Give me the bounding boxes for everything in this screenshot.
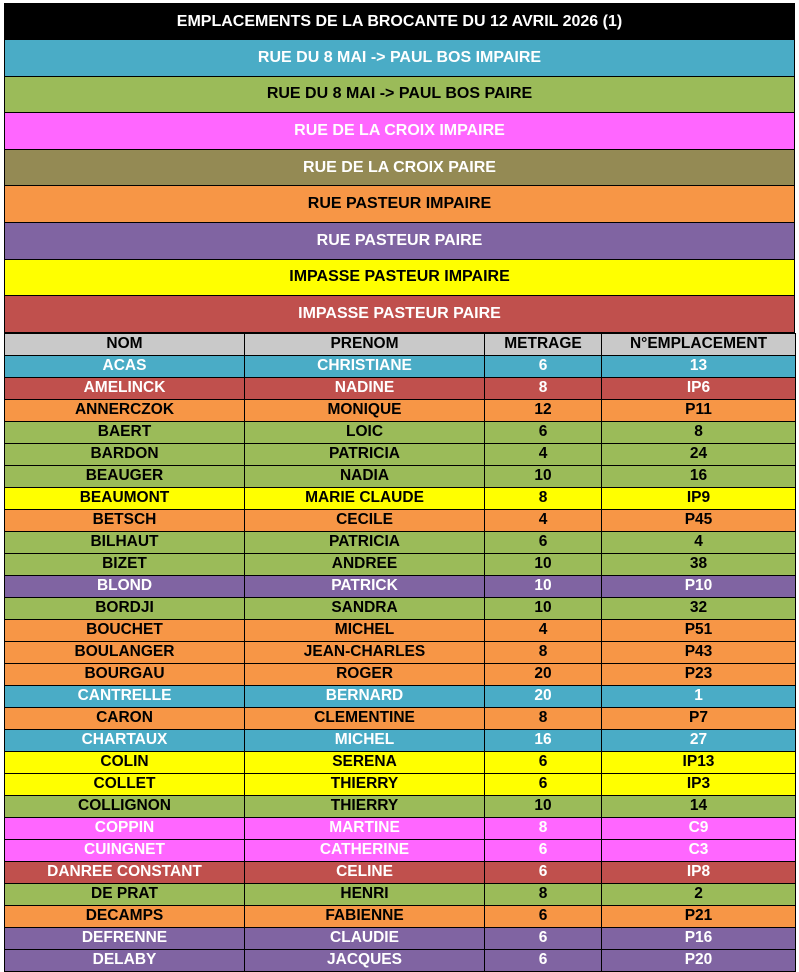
cell-prenom: PATRICIA: [245, 531, 485, 553]
cell-nom: DECAMPS: [5, 905, 245, 927]
cell-metrage: 6: [485, 751, 602, 773]
table-row: [5, 487, 796, 509]
cell-metrage: 8: [485, 377, 602, 399]
cell-nom: BOURGAU: [5, 663, 245, 685]
cell-prenom: LOIC: [245, 421, 485, 443]
color-legend: [4, 40, 795, 333]
table-row: [5, 421, 796, 443]
legend-orange: RUE PASTEUR IMPAIRE: [4, 186, 795, 223]
cell-metrage: 10: [485, 553, 602, 575]
table-row: [5, 685, 796, 707]
cell-prenom: HENRI: [245, 883, 485, 905]
table-row: [5, 883, 796, 905]
table-row: [5, 531, 796, 553]
cell-emplacement: P51: [602, 619, 796, 641]
brocante-sheet: [4, 3, 795, 972]
cell-nom: BOULANGER: [5, 641, 245, 663]
legend-green: RUE DU 8 MAI -> PAUL BOS PAIRE: [4, 77, 795, 114]
cell-nom: ACAS: [5, 355, 245, 377]
cell-prenom: JEAN-CHARLES: [245, 641, 485, 663]
cell-metrage: 8: [485, 817, 602, 839]
cell-metrage: 20: [485, 663, 602, 685]
cell-emplacement: 14: [602, 795, 796, 817]
header-emplacement: N°EMPLACEMENT: [602, 333, 796, 355]
table-row: [5, 707, 796, 729]
cell-metrage: 4: [485, 443, 602, 465]
cell-metrage: 6: [485, 949, 602, 971]
cell-metrage: 6: [485, 773, 602, 795]
table-row: [5, 355, 796, 377]
cell-nom: CHARTAUX: [5, 729, 245, 751]
cell-emplacement: 38: [602, 553, 796, 575]
cell-nom: BARDON: [5, 443, 245, 465]
table-row: [5, 597, 796, 619]
cell-nom: BAERT: [5, 421, 245, 443]
cell-emplacement: C9: [602, 817, 796, 839]
cell-nom: BEAUMONT: [5, 487, 245, 509]
cell-emplacement: P43: [602, 641, 796, 663]
header-row: [5, 333, 796, 355]
cell-prenom: MONIQUE: [245, 399, 485, 421]
cell-emplacement: 8: [602, 421, 796, 443]
legend-pink: RUE DE LA CROIX IMPAIRE: [4, 113, 795, 150]
legend-blue: RUE DU 8 MAI -> PAUL BOS IMPAIRE: [4, 40, 795, 77]
cell-nom: ANNERCZOK: [5, 399, 245, 421]
table-row: [5, 399, 796, 421]
cell-prenom: JACQUES: [245, 949, 485, 971]
legend-red: IMPASSE PASTEUR PAIRE: [4, 296, 795, 333]
legend-purple: RUE PASTEUR PAIRE: [4, 223, 795, 260]
table-row: [5, 377, 796, 399]
cell-prenom: THIERRY: [245, 795, 485, 817]
cell-prenom: SANDRA: [245, 597, 485, 619]
cell-emplacement: 13: [602, 355, 796, 377]
cell-prenom: FABIENNE: [245, 905, 485, 927]
cell-emplacement: C3: [602, 839, 796, 861]
cell-prenom: CELINE: [245, 861, 485, 883]
cell-emplacement: 16: [602, 465, 796, 487]
cell-metrage: 6: [485, 927, 602, 949]
table-row: [5, 839, 796, 861]
table-row: [5, 773, 796, 795]
placements-table: [4, 333, 796, 972]
cell-emplacement: 4: [602, 531, 796, 553]
cell-prenom: PATRICK: [245, 575, 485, 597]
table-row: [5, 795, 796, 817]
cell-metrage: 4: [485, 509, 602, 531]
cell-emplacement: IP8: [602, 861, 796, 883]
table-row: [5, 509, 796, 531]
cell-prenom: CLAUDIE: [245, 927, 485, 949]
table-row: [5, 663, 796, 685]
cell-metrage: 12: [485, 399, 602, 421]
table-row: [5, 861, 796, 883]
cell-emplacement: 1: [602, 685, 796, 707]
cell-nom: BIZET: [5, 553, 245, 575]
cell-metrage: 6: [485, 839, 602, 861]
cell-prenom: BERNARD: [245, 685, 485, 707]
cell-prenom: CATHERINE: [245, 839, 485, 861]
cell-prenom: CLEMENTINE: [245, 707, 485, 729]
cell-emplacement: 27: [602, 729, 796, 751]
cell-metrage: 6: [485, 531, 602, 553]
table-row: [5, 575, 796, 597]
cell-metrage: 20: [485, 685, 602, 707]
cell-prenom: THIERRY: [245, 773, 485, 795]
cell-nom: DANREE CONSTANT: [5, 861, 245, 883]
table-row: [5, 751, 796, 773]
cell-nom: CARON: [5, 707, 245, 729]
cell-metrage: 8: [485, 883, 602, 905]
cell-prenom: MICHEL: [245, 619, 485, 641]
cell-metrage: 6: [485, 421, 602, 443]
table-row: [5, 817, 796, 839]
table-row: [5, 619, 796, 641]
cell-prenom: ANDREE: [245, 553, 485, 575]
cell-nom: DELABY: [5, 949, 245, 971]
cell-metrage: 10: [485, 597, 602, 619]
cell-nom: COLIN: [5, 751, 245, 773]
cell-nom: BILHAUT: [5, 531, 245, 553]
cell-emplacement: 32: [602, 597, 796, 619]
header-nom: NOM: [5, 333, 245, 355]
cell-metrage: 10: [485, 575, 602, 597]
cell-nom: DEFRENNE: [5, 927, 245, 949]
cell-emplacement: IP3: [602, 773, 796, 795]
cell-nom: BLOND: [5, 575, 245, 597]
sheet-title: EMPLACEMENTS DE LA BROCANTE DU 12 AVRIL 2026 (1): [4, 3, 795, 40]
table-row: [5, 729, 796, 751]
table-row: [5, 949, 796, 971]
cell-prenom: MARTINE: [245, 817, 485, 839]
cell-prenom: CECILE: [245, 509, 485, 531]
cell-metrage: 8: [485, 641, 602, 663]
cell-metrage: 8: [485, 707, 602, 729]
table-row: [5, 553, 796, 575]
cell-nom: AMELINCK: [5, 377, 245, 399]
cell-emplacement: P20: [602, 949, 796, 971]
legend-yellow: IMPASSE PASTEUR IMPAIRE: [4, 260, 795, 297]
cell-prenom: PATRICIA: [245, 443, 485, 465]
cell-emplacement: P10: [602, 575, 796, 597]
cell-nom: CANTRELLE: [5, 685, 245, 707]
cell-nom: CUINGNET: [5, 839, 245, 861]
table-row: [5, 905, 796, 927]
table-row: [5, 641, 796, 663]
cell-metrage: 10: [485, 795, 602, 817]
cell-emplacement: P23: [602, 663, 796, 685]
cell-nom: BETSCH: [5, 509, 245, 531]
cell-metrage: 6: [485, 861, 602, 883]
header-metrage: METRAGE: [485, 333, 602, 355]
cell-prenom: MICHEL: [245, 729, 485, 751]
cell-prenom: CHRISTIANE: [245, 355, 485, 377]
cell-metrage: 10: [485, 465, 602, 487]
cell-nom: BEAUGER: [5, 465, 245, 487]
cell-nom: COLLIGNON: [5, 795, 245, 817]
cell-nom: COLLET: [5, 773, 245, 795]
cell-prenom: SERENA: [245, 751, 485, 773]
cell-emplacement: IP6: [602, 377, 796, 399]
table-row: [5, 927, 796, 949]
cell-emplacement: 24: [602, 443, 796, 465]
cell-nom: BOUCHET: [5, 619, 245, 641]
header-prenom: PRENOM: [245, 333, 485, 355]
cell-prenom: NADINE: [245, 377, 485, 399]
table-row: [5, 465, 796, 487]
cell-emplacement: IP13: [602, 751, 796, 773]
cell-emplacement: P7: [602, 707, 796, 729]
cell-emplacement: 2: [602, 883, 796, 905]
cell-prenom: MARIE CLAUDE: [245, 487, 485, 509]
cell-metrage: 6: [485, 355, 602, 377]
cell-prenom: NADIA: [245, 465, 485, 487]
cell-metrage: 6: [485, 905, 602, 927]
legend-olive: RUE DE LA CROIX PAIRE: [4, 150, 795, 187]
cell-metrage: 8: [485, 487, 602, 509]
cell-emplacement: IP9: [602, 487, 796, 509]
cell-nom: DE PRAT: [5, 883, 245, 905]
cell-metrage: 16: [485, 729, 602, 751]
cell-emplacement: P45: [602, 509, 796, 531]
cell-emplacement: P21: [602, 905, 796, 927]
cell-nom: COPPIN: [5, 817, 245, 839]
table-row: [5, 443, 796, 465]
cell-emplacement: P11: [602, 399, 796, 421]
cell-prenom: ROGER: [245, 663, 485, 685]
cell-nom: BORDJI: [5, 597, 245, 619]
cell-emplacement: P16: [602, 927, 796, 949]
cell-metrage: 4: [485, 619, 602, 641]
